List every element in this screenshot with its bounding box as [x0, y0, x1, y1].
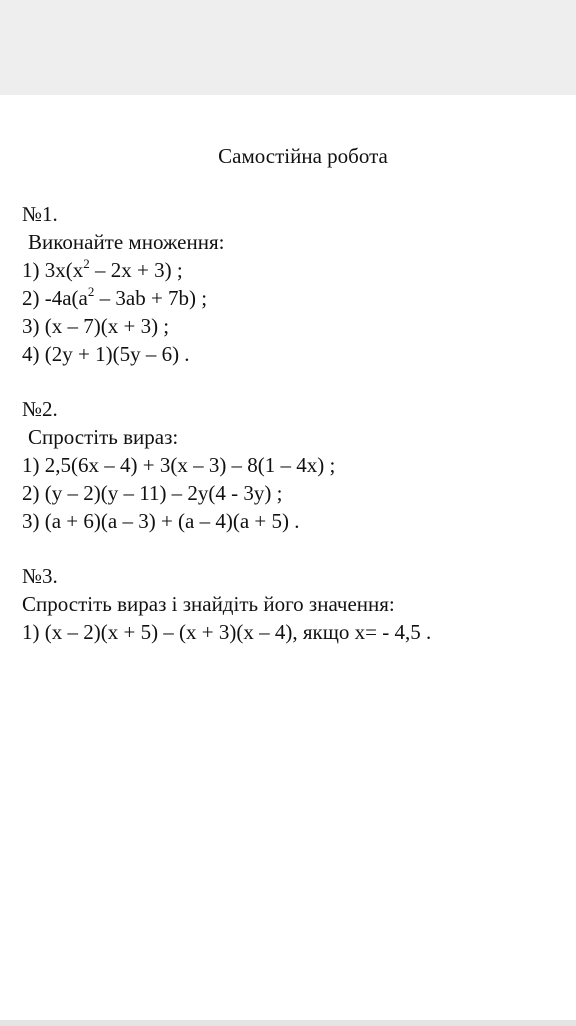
task-2-item-2: 2) (y – 2)(y – 11) – 2y(4 - 3y) ; [22, 481, 283, 505]
viewer-bottom-bar [0, 1020, 576, 1026]
task-3-number: №3. [22, 564, 58, 588]
task-2-item-1: 1) 2,5(6x – 4) + 3(x – 3) – 8(1 – 4x) ; [22, 453, 336, 477]
task-1-item-2: 2) $-4a(a^2 - 3ab + 7b)$ ; [22, 284, 208, 310]
task-1-instruction: Виконайте множення: [28, 230, 225, 254]
task-2-number: №2. [22, 397, 58, 421]
document-title: Самостійна робота [218, 144, 388, 168]
document-page [0, 95, 576, 1020]
task-2-instruction: Спростіть вираз: [28, 425, 179, 449]
task-3-instruction: Спростіть вираз і знайдіть його значення: [22, 592, 395, 616]
task-1-item-4: 4) (2y + 1)(5y – 6) . [22, 342, 190, 366]
task-1-item-3: 3) (x – 7)(x + 3) ; [22, 314, 170, 338]
task-2-item-3: 3) (a + 6)(a – 3) + (a – 4)(a + 5) . [22, 509, 300, 533]
task-1-number: №1. [22, 202, 58, 226]
viewer-top-bar [0, 0, 576, 95]
task-1-item-1: 1) $3x(x^2 - 2x + 3)$ ; [22, 256, 183, 282]
task-3-item-1: 1) (x – 2)(x + 5) – (x + 3)(x – 4), якщо x= - 4,5 . [22, 620, 432, 644]
